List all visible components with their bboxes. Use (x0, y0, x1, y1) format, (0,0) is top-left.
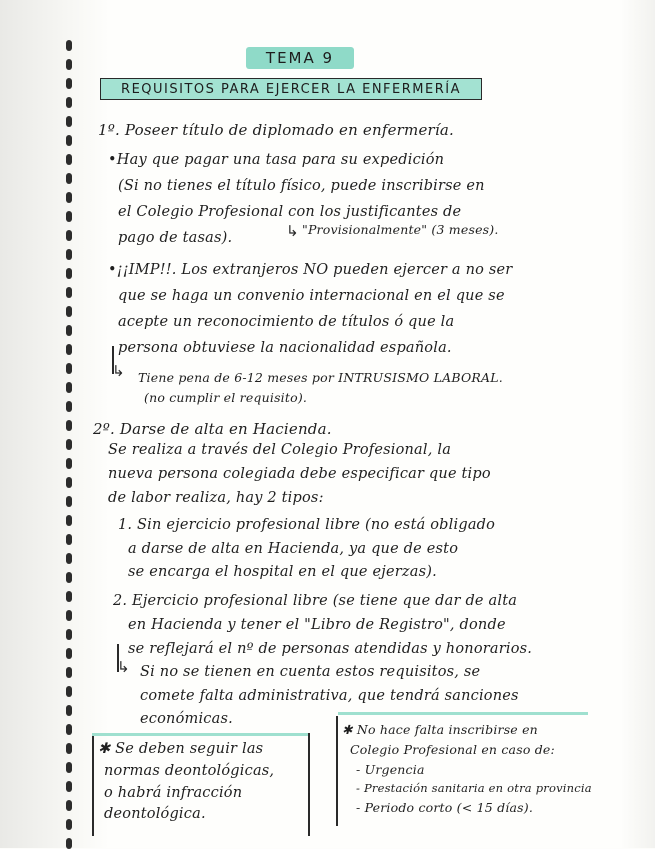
bullet2-line3: acepte un reconocimiento de títulos ó que la (118, 314, 455, 330)
binding-ring (66, 230, 72, 241)
binding-ring (66, 515, 72, 526)
binding-ring (66, 743, 72, 754)
binding-ring (66, 211, 72, 222)
binding-ring (66, 325, 72, 336)
binding-ring (66, 420, 72, 431)
box-right-line3: - Urgencia (356, 762, 425, 777)
penalty-line1: Tiene pena de 6-12 meses por INTRUSISMO LABORAL. (138, 370, 503, 385)
binding-ring (66, 154, 72, 165)
binding-ring (66, 667, 72, 678)
binding-ring (66, 591, 72, 602)
binding-ring (66, 572, 72, 583)
binding-ring (66, 648, 72, 659)
bullet1-line2: (Si no tienes el título físico, puede inscribirse en (118, 178, 485, 194)
binding-ring (66, 382, 72, 393)
binding-ring (66, 268, 72, 279)
penalty-line2: (no cumplir el requisito). (144, 390, 308, 405)
binding-ring (66, 458, 72, 469)
binding-ring (66, 40, 72, 51)
binding-ring (66, 306, 72, 317)
page-title: TEMA 9 (246, 47, 354, 69)
binding-ring (66, 173, 72, 184)
box-right-line1: ✱ No hace falta inscribirse en (342, 722, 538, 737)
binding-ring (66, 363, 72, 374)
binding-ring (66, 78, 72, 89)
section2-intro-line1: Se realiza a través del Colegio Profesional, la (108, 442, 452, 458)
binding-ring (66, 59, 72, 70)
section1-heading: 1º. Poseer título de diplomado en enfermería. (98, 121, 455, 139)
binding-ring (66, 781, 72, 792)
binding-ring (66, 477, 72, 488)
box-right-top-highlight (338, 712, 588, 715)
binding-ring (66, 800, 72, 811)
page-subtitle: REQUISITOS PARA EJERCER LA ENFERMERÍA (100, 78, 482, 100)
hook-arrow-icon: ↳ (112, 362, 125, 380)
section2-heading: 2º. Darse de alta en Hacienda. (93, 420, 332, 438)
bullet2-line4: persona obtuviese la nacionalidad española. (118, 340, 452, 356)
section2-intro-line2: nueva persona colegiada debe especificar que tipo (108, 466, 491, 482)
binding-ring (66, 401, 72, 412)
bullet2-line2: que se haga un convenio internacional en el que se (118, 288, 505, 304)
binding-ring (66, 97, 72, 108)
consequence-line3: económicas. (140, 711, 233, 727)
box-left-line3: o habrá infracción (104, 785, 243, 801)
item1-line3: se encarga el hospital en el que ejerzas). (128, 564, 437, 580)
item2-line1: 2. Ejercicio profesional libre (se tiene que dar de alta (113, 593, 518, 609)
box-right-border (336, 716, 338, 826)
box-left-top-highlight (92, 733, 310, 736)
section2-intro-line3: de labor realiza, hay 2 tipos: (108, 490, 324, 506)
consequence-line1: Si no se tienen en cuenta estos requisitos, se (140, 664, 481, 680)
item2-line3: se reflejará el nº de personas atendidas y honorarios. (128, 641, 533, 657)
box-right-line4: - Prestación sanitaria en otra provincia (356, 781, 592, 795)
binding-ring (66, 439, 72, 450)
item1-line2: a darse de alta en Hacienda, ya que de esto (128, 541, 459, 557)
binding-ring (66, 496, 72, 507)
box-left-border-right (308, 733, 310, 836)
bullet1-line1: •Hay que pagar una tasa para su expedición (108, 152, 445, 168)
binding-ring (66, 762, 72, 773)
hook-arrow-icon-2: ↳ (117, 658, 130, 676)
arrow-right-icon: ↳ (286, 222, 299, 240)
binding-ring (66, 838, 72, 849)
binding-ring (66, 249, 72, 260)
box-right-line2: Colegio Profesional en caso de: (350, 742, 555, 757)
bullet2-line1: •¡¡IMP!!. Los extranjeros NO pueden ejercer a no ser (108, 262, 513, 278)
binding-ring (66, 116, 72, 127)
consequence-line2: comete falta administrativa, que tendrá sanciones (140, 688, 519, 704)
box-left-line1: ✱ Se deben seguir las (98, 741, 264, 757)
bullet1-line3: el Colegio Profesional con los justificantes de (118, 204, 462, 220)
bullet1-line4: pago de tasas). (118, 230, 233, 246)
binding-ring (66, 287, 72, 298)
binding-ring (66, 819, 72, 830)
binding-ring (66, 705, 72, 716)
binding-ring (66, 344, 72, 355)
box-left-border (92, 736, 94, 836)
binding-ring (66, 629, 72, 640)
box-left-line4: deontológica. (104, 806, 206, 822)
box-right-line5: - Periodo corto (< 15 días). (356, 800, 533, 815)
provisional-note: "Provisionalmente" (3 meses). (302, 222, 499, 237)
box-left-line2: normas deontológicas, (104, 763, 275, 779)
item1-line1: 1. Sin ejercicio profesional libre (no está obligado (118, 517, 496, 533)
binding-ring (66, 724, 72, 735)
binding-ring (66, 135, 72, 146)
binding-ring (66, 534, 72, 545)
binding-ring (66, 553, 72, 564)
item2-line2: en Hacienda y tener el "Libro de Registro", donde (128, 617, 506, 633)
binding-ring (66, 192, 72, 203)
binding-ring (66, 686, 72, 697)
binding-ring (66, 610, 72, 621)
